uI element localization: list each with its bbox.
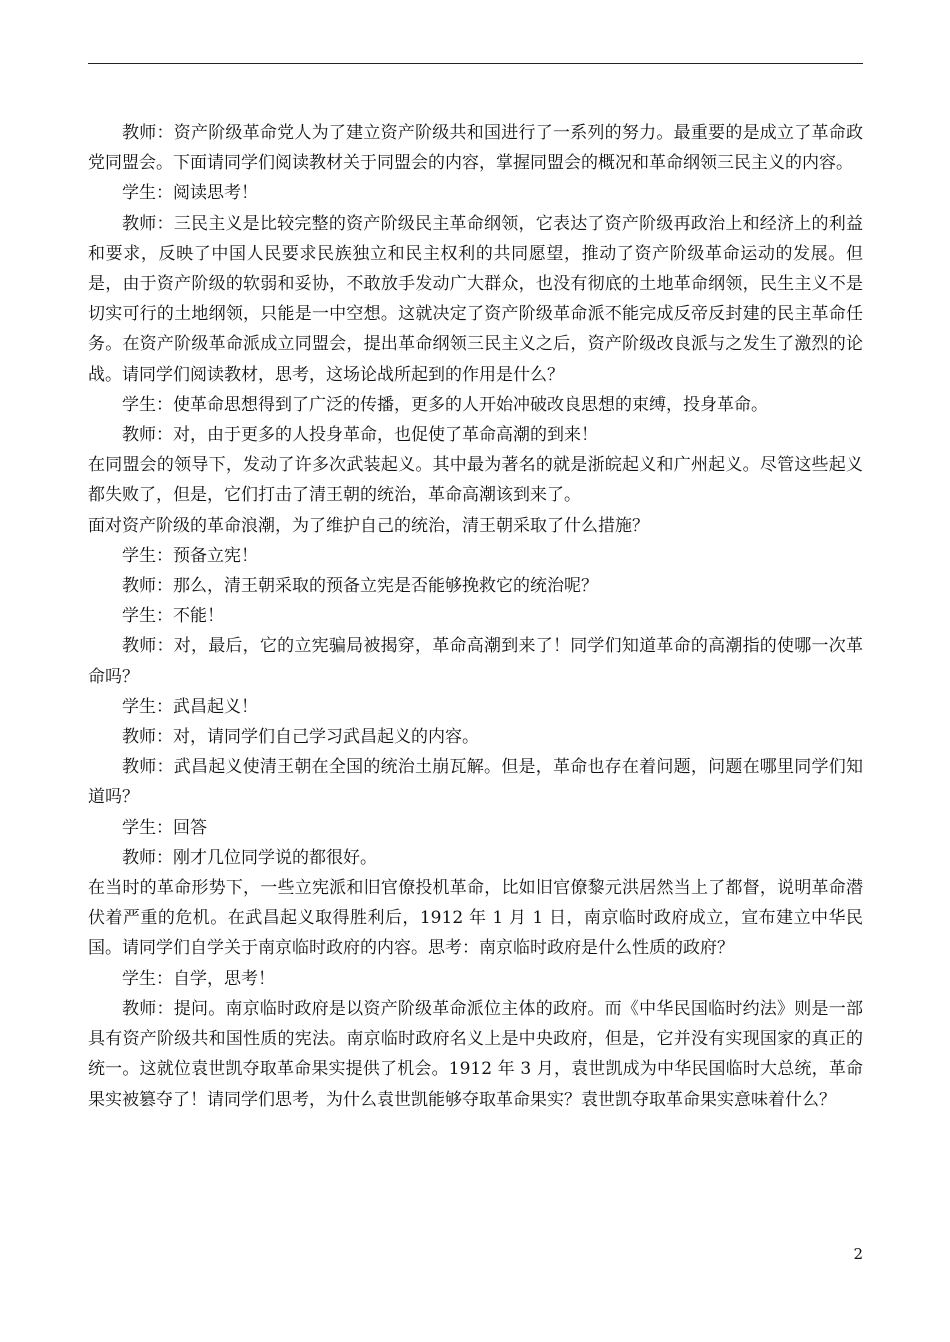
paragraph: 面对资产阶级的革命浪潮，为了维护自己的统治，清王朝采取了什么措施？ (88, 515, 649, 536)
paragraph: 教师：武昌起义使清王朝在全国的统治土崩瓦解。但是，革命也存在着问题，问题在哪里同学们知道吗？ (88, 757, 863, 808)
page-number: 2 (853, 1245, 863, 1263)
paragraph: 教师：那么，清王朝采取的预备立宪是否能够挽救它的统治呢？ (122, 576, 598, 597)
paragraph: 在当时的革命形势下，一些立宪派和旧官僚投机革命，比如旧官僚黎元洪居然当上了都督，说明革命潜伏着严重的危机。在武昌起义取得胜利后，1912 年 1 月 1 日，南京临时政府成立，宣布建立中华民国。请同学们自学关于南京临时政府的内容。思考：南京临时政府是什么性质的政府？ (88, 878, 863, 959)
paragraph: 教师：资产阶级革命党人为了建立资产阶级共和国进行了一系列的努力。最重要的是成立了革命政党同盟会。下面请同学们阅读教材关于同盟会的内容，掌握同盟会的概况和革命纲领三民主义的内容。 (88, 123, 863, 174)
paragraph: 教师：对，最后，它的立宪骗局被揭穿，革命高潮到来了！同学们知道革命的高潮指的使哪一次革命吗？ (88, 636, 863, 687)
paragraph: 教师：三民主义是比较完整的资产阶级民主革命纲领，它表达了资产阶级再政治上和经济上的利益和要求，反映了中国人民要求民族独立和民主权利的共同愿望，推动了资产阶级革命运动的发展。但是，由于资产阶级的软弱和妥协，不敢放手发动广大群众，也没有彻底的土地革命纲领，民生主义不是切实可行的土地纲领，只能是一中空想。这就决定了资产阶级革命派不能完成反帝反封建的民主革命任务。在资产阶级革命派成立同盟会，提出革命纲领三民主义之后，资产阶级改良派与之发生了激烈的论战。请同学们阅读教材，思考，这场论战所起到的作用是什么？ (88, 213, 863, 385)
paragraph: 学生：不能！ (122, 606, 224, 627)
paragraph: 在同盟会的领导下，发动了许多次武装起义。其中最为著名的就是浙皖起义和广州起义。尽管这些起义都失败了，但是，它们打击了清王朝的统治，革命高潮该到来了。 (88, 455, 863, 506)
paragraph: 学生：回答 (122, 817, 207, 838)
paragraph: 学生：预备立宪！ (122, 545, 258, 566)
paragraph: 教师：刚才几位同学说的都很好。 (122, 847, 377, 868)
document-body (88, 118, 863, 1115)
header-rule (88, 63, 863, 64)
paragraph: 教师：提问。南京临时政府是以资产阶级革命派位主体的政府。而《中华民国临时约法》则是一部具有资产阶级共和国性质的宪法。南京临时政府名义上是中央政府，但是，它并没有实现国家的真正的统一。这就位袁世凯夺取革命果实提供了机会。1912 年 3 月，袁世凯成为中华民国临时大总统，革命果实被篡夺了！请同学们思考，为什么袁世凯能够夺取革命果实？袁世凯夺取革命果实意味着什么？ (88, 998, 863, 1110)
paragraph: 教师：对，请同学们自己学习武昌起义的内容。 (122, 727, 479, 748)
paragraph: 学生：武昌起义！ (122, 696, 258, 717)
paragraph: 学生：使革命思想得到了广泛的传播，更多的人开始冲破改良思想的束缚，投身革命。 (122, 394, 768, 415)
paragraph: 学生：阅读思考！ (122, 183, 258, 204)
paragraph: 教师：对，由于更多的人投身革命，也促使了革命高潮的到来！ (122, 425, 598, 446)
paragraph: 学生：自学，思考！ (122, 968, 275, 989)
